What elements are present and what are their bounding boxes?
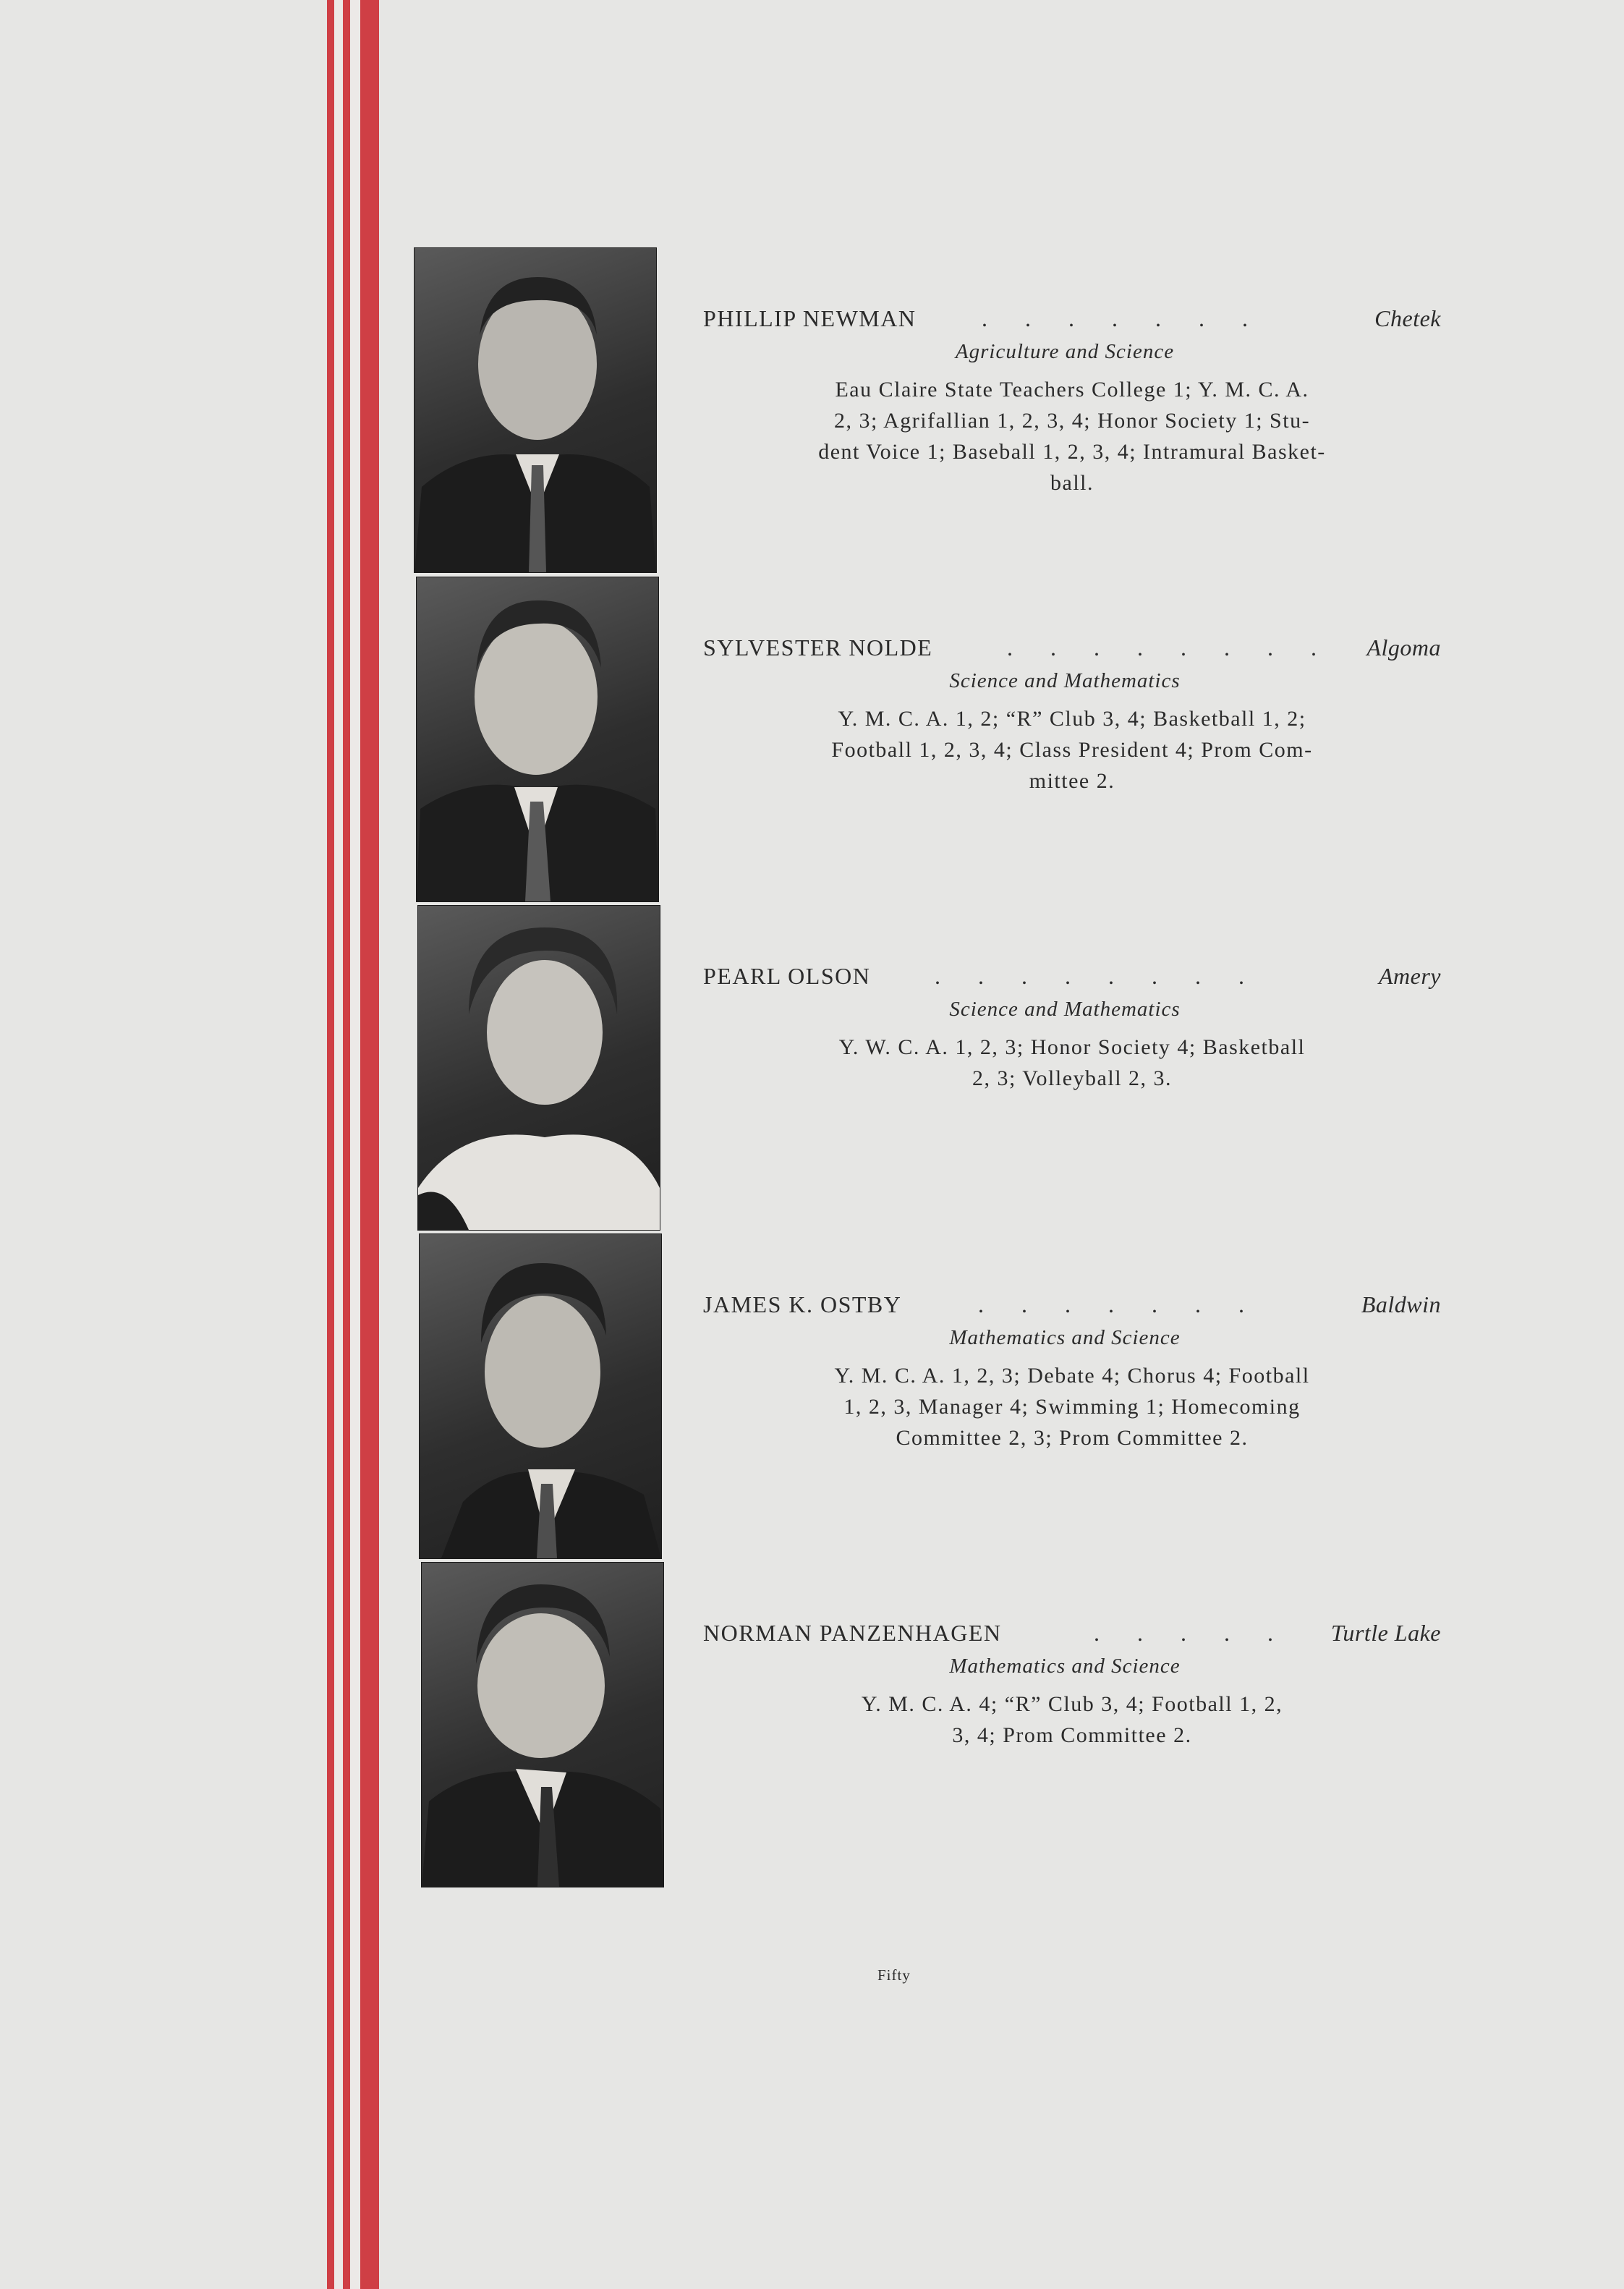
stripe [343, 0, 350, 2289]
course-of-study: Mathematics and Science [949, 1655, 1181, 1678]
hometown: Amery [1378, 963, 1441, 989]
student-name: PEARL OLSON [703, 963, 871, 989]
record-line: ball. [1050, 471, 1094, 495]
record-line: 1, 2, 3, Manager 4; Swimming 1; Homecoming [843, 1395, 1301, 1419]
entry-info [703, 963, 1441, 1094]
leader-dots: . . . . . . . . [1007, 634, 1332, 661]
activity-record [768, 1689, 1376, 1751]
portrait-icon [420, 1234, 661, 1558]
hometown: Baldwin [1361, 1291, 1441, 1317]
record-line: Football 1, 2, 3, 4; Class President 4; Prom Com- [831, 738, 1313, 762]
student-entry [414, 1562, 1448, 1887]
leader-dots: . . . . . . . [982, 305, 1264, 331]
hometown: Chetek [1374, 305, 1441, 331]
red-stripe-border [327, 0, 379, 2289]
record-line: 2, 3; Agrifallian 1, 2, 3, 4; Honor Society 1; Stu- [833, 409, 1311, 433]
leader-dots: . . . . . [1094, 1620, 1289, 1646]
record-line: 2, 3; Volleyball 2, 3. [972, 1066, 1173, 1090]
student-name: NORMAN PANZENHAGEN [703, 1620, 1002, 1646]
page-number: Fifty [877, 1966, 911, 1984]
course-of-study: Science and Mathematics [949, 669, 1181, 692]
student-name: SYLVESTER NOLDE [703, 634, 933, 661]
portrait-icon [418, 906, 660, 1230]
portrait-icon [417, 577, 658, 901]
course-of-study: Mathematics and Science [949, 1326, 1181, 1349]
portrait-photo [417, 905, 660, 1231]
hometown: Turtle Lake [1330, 1620, 1441, 1646]
stripe [334, 0, 343, 2289]
stripe [327, 0, 334, 2289]
activity-record [768, 703, 1376, 797]
record-line: 3, 4; Prom Committee 2. [952, 1723, 1192, 1747]
entry-header [703, 1620, 1441, 1655]
student-entry [414, 1233, 1448, 1559]
entry-header [703, 963, 1441, 998]
portrait-photo [421, 1562, 664, 1887]
course-of-study: Science and Mathematics [949, 998, 1181, 1021]
portrait-icon [414, 248, 656, 572]
leader-dots: . . . . . . . [978, 1291, 1260, 1317]
leader-dots: . . . . . . . . [935, 963, 1260, 989]
entry-header [703, 1291, 1441, 1326]
course-of-study: Agriculture and Science [955, 340, 1175, 363]
entry-info [703, 305, 1441, 498]
stripe [360, 0, 379, 2289]
student-entry [414, 577, 1448, 902]
activity-record [768, 1032, 1376, 1094]
record-line: Y. M. C. A. 1, 2, 3; Debate 4; Chorus 4; Football [834, 1364, 1310, 1388]
record-line: Y. W. C. A. 1, 2, 3; Honor Society 4; Basketball [838, 1035, 1306, 1059]
entry-header [703, 634, 1441, 669]
entry-info [703, 1620, 1441, 1751]
portrait-photo [416, 577, 659, 902]
portrait-photo [419, 1233, 662, 1559]
entry-info [703, 634, 1441, 797]
activity-record [768, 374, 1376, 498]
activity-record [768, 1360, 1376, 1453]
stripe [350, 0, 360, 2289]
record-line: dent Voice 1; Baseball 1, 2, 3, 4; Intramural Basket- [818, 440, 1326, 464]
entry-header [703, 305, 1441, 340]
record-line: Y. M. C. A. 1, 2; “R” Club 3, 4; Basketball 1, 2; [838, 707, 1306, 731]
entry-info [703, 1291, 1441, 1453]
student-name: PHILLIP NEWMAN [703, 305, 917, 331]
student-entry [414, 247, 1448, 573]
student-name: JAMES K. OSTBY [703, 1291, 902, 1317]
portrait-photo [414, 247, 657, 573]
record-line: Y. M. C. A. 4; “R” Club 3, 4; Football 1, 2, [861, 1692, 1283, 1716]
hometown: Algoma [1366, 634, 1441, 661]
student-entry [414, 905, 1448, 1231]
portrait-icon [422, 1563, 663, 1887]
record-line: Committee 2, 3; Prom Committee 2. [896, 1426, 1249, 1450]
record-line: mittee 2. [1029, 769, 1115, 793]
record-line: Eau Claire State Teachers College 1; Y. M. C. A. [835, 378, 1309, 402]
